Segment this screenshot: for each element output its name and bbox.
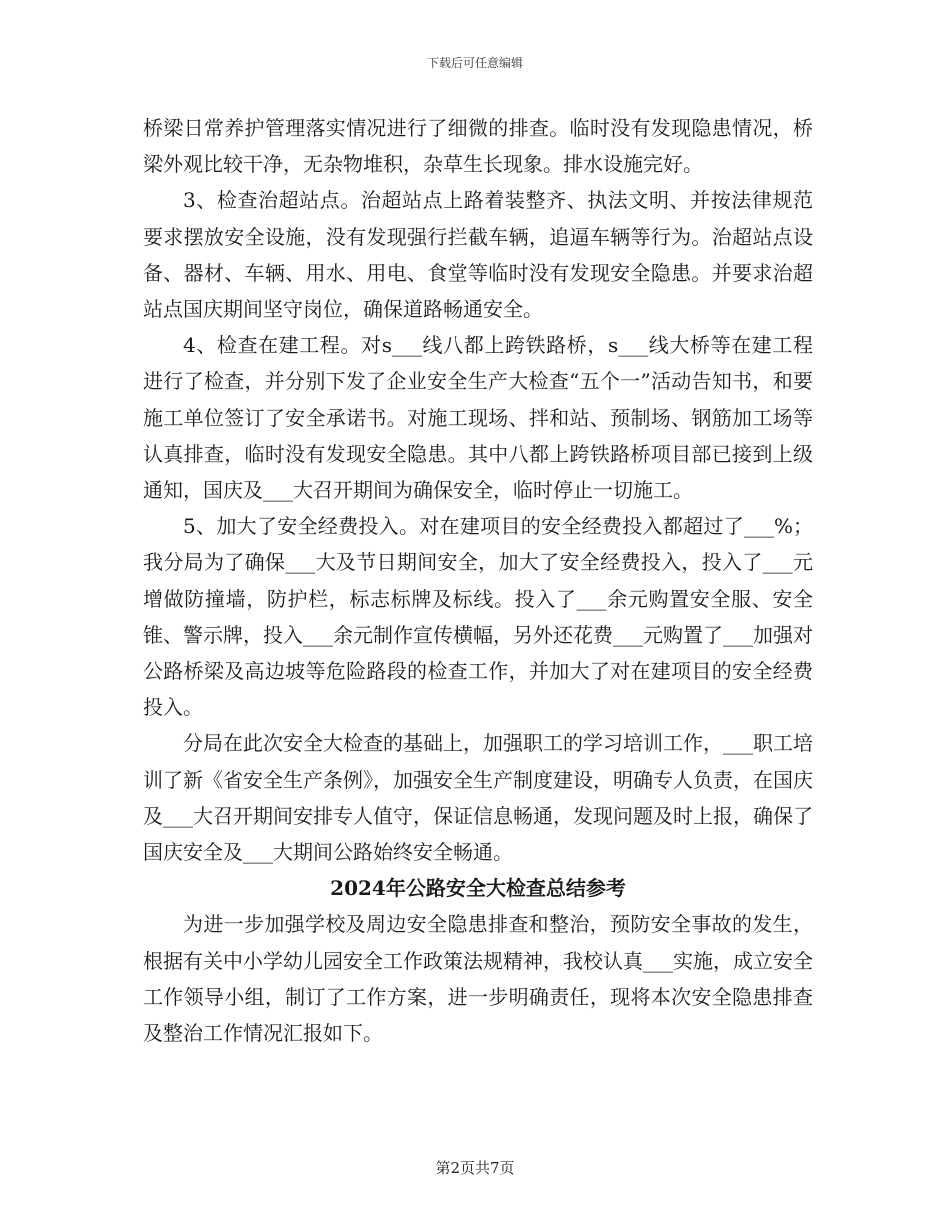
page-footer: 第2页共7页 xyxy=(435,1159,515,1177)
paragraph-construction-projects: 4、检查在建工程。对s___线八都上跨铁路桥，s___线大桥等在建工程进行了检查，并分别下发了企业安全生产大检查“五个一”活动告知书，和要施工单位签订了安全承诺书。对施工现场、拌和站、预制场、钢筋加工场等认真排查，临时没有发现安全隐患。其中八都上跨铁路桥项目部已接到上级通知，国庆及___大召开期间为确保安全，临时停止一切施工。 xyxy=(143,333,813,503)
document-body xyxy=(143,110,813,1051)
paragraph-safety-funding: 5、加大了安全经费投入。对在建项目的安全经费投入都超过了___%；我分局为了确保___大及节日期间安全，加大了安全经费投入，投入了___元增做防撞墙，防护栏，标志标牌及标线。投入了___余元购置安全服、安全锥、警示牌，投入___余元制作宣传横幅，另外还花费___元购置了___加强对公路桥梁及高边坡等危险路段的检查工作，并加大了对在建项目的安全经费投入。 xyxy=(143,514,813,720)
paragraph-school-safety: 为进一步加强学校及周边安全隐患排查和整治，预防安全事故的发生，根据有关中小学幼儿园安全工作政策法规精神，我校认真___实施，成立安全工作领导小组，制订了工作方案，进一步明确责任，现将本次安全隐患排查及整治工作情况汇报如下。 xyxy=(143,912,813,1046)
paragraph-bridge-inspection: 桥梁日常养护管理落实情况进行了细微的排查。临时没有发现隐患情况，桥梁外观比较干净，无杂物堆积，杂草生长现象。排水设施完好。 xyxy=(143,116,813,177)
paragraph-staff-training: 分局在此次安全大检查的基础上，加强职工的学习培训工作，___职工培训了新《省安全生产条例》，加强安全生产制度建设，明确专人负责，在国庆及___大召开期间安排专人值守，保证信息畅通，发现问题及时上报，确保了国庆安全及___大期间公路始终安全畅通。 xyxy=(143,731,813,865)
section-title: 2024年公路安全大检查总结参考 xyxy=(330,876,626,901)
page-header: 下载后可任意编辑 xyxy=(426,56,523,70)
paragraph-overload-stations: 3、检查治超站点。治超站点上路着装整齐、执法文明、并按法律规范要求摆放安全设施，没有发现强行拦截车辆，追逼车辆等行为。治超站点设备、器材、车辆、用水、用电、食堂等临时没有发现安全隐患。并要求治超站点国庆期间坚守岗位，确保道路畅通安全。 xyxy=(143,188,813,322)
